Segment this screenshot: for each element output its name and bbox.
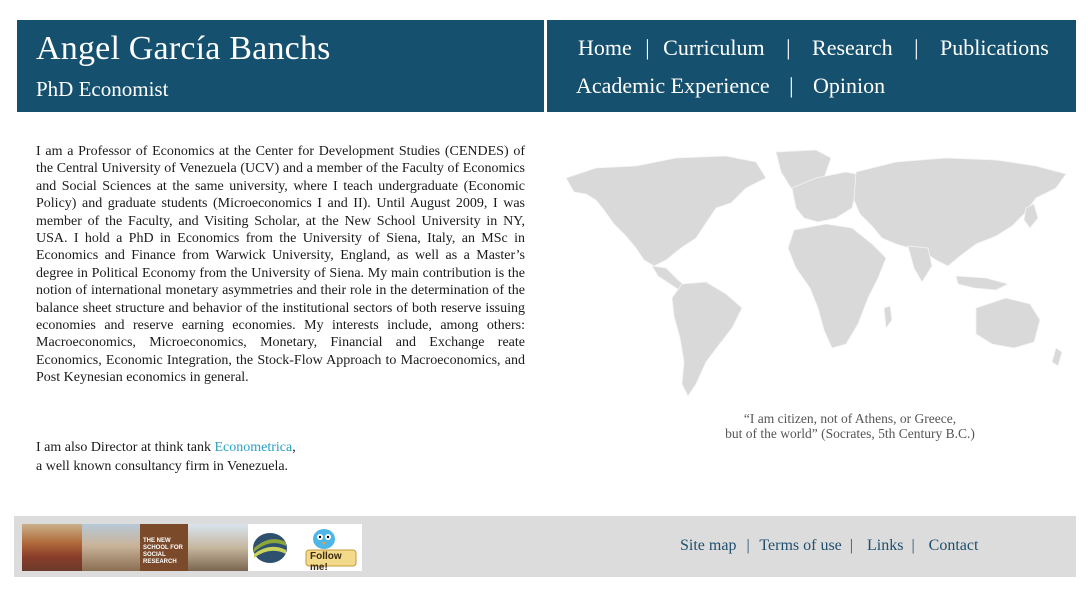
footer-sitemap-link[interactable]: Site map xyxy=(680,537,737,554)
footer-separator: | xyxy=(746,537,750,554)
socrates-quote xyxy=(700,411,1000,441)
map-japan xyxy=(1024,204,1038,228)
siena-photo-logo[interactable] xyxy=(82,524,140,571)
footer-separator: | xyxy=(911,537,915,554)
new-school-logo[interactable] xyxy=(140,524,188,571)
auditorium-photo-logo[interactable] xyxy=(22,524,82,571)
nav-row-primary xyxy=(578,35,1076,61)
site-title: Angel García Banchs xyxy=(36,30,331,67)
map-south-america xyxy=(672,282,742,396)
director-suffix-text: a well known consultancy firm in Venezuela. xyxy=(36,459,289,474)
main-navigation xyxy=(547,20,1076,112)
nav-academic-experience-link[interactable]: Academic Experience xyxy=(576,73,770,98)
map-new-zealand xyxy=(1052,348,1062,366)
footer-links-link[interactable]: Links xyxy=(866,537,904,554)
quote-line-2: but of the world” (Socrates, 5th Century B.C.) xyxy=(725,426,975,441)
econometrica-link[interactable]: Econometrica xyxy=(214,440,293,455)
nav-research-link[interactable]: Research xyxy=(812,35,893,60)
director-prefix-text: I am also Director at think tank xyxy=(36,440,215,455)
map-madagascar xyxy=(884,306,892,328)
bio-paragraph: I am a Professor of Economics at the Center for Development Studies (CENDES) of the Central University of Venezuela (UCV) and a member of the Faculty of Economics and Social Sciences at the same university, where I teach undergraduate (Economic Policy) and graduate students (Microeconomics I and II). Until August 2009, I was member of the Faculty, and Visiting Scholar, at the New School University in NY, USA. I hold a PhD in Economics from the University of Siena, Italy, an MSc in Economics and Finance from Warwick University, England, as well as a Master’s degree in Political Economy from the University of Siena. My main contribution is the notion of international monetary asymmetries and their role in the determination of the balance sheet structure and behavior of the institutional sectors of both reserve issuing economies and reserve earning economies. My interests include, among others: Macroeconomics, Microeconomics, Monetary, Financial and Exchange reate Economics, Economic Integration, the Stock-Flow Approach to Macroeconomics, and Post Keynesian economics in general. xyxy=(36,144,525,386)
footer-separator: | xyxy=(849,537,853,554)
header-title-block xyxy=(17,20,544,112)
quote-line-1: “I am citizen, not of Athens, or Greece, xyxy=(743,411,957,426)
nav-curriculum-link[interactable]: Curriculum xyxy=(663,35,765,60)
footer xyxy=(14,516,1076,577)
world-map-image xyxy=(556,148,1088,408)
map-indonesia xyxy=(956,276,1008,290)
follow-me-text: Follow me! xyxy=(310,551,342,571)
nav-publications-link[interactable]: Publications xyxy=(940,35,1049,60)
nav-separator: | xyxy=(914,35,919,60)
nav-opinion-link[interactable]: Opinion xyxy=(813,73,886,98)
nav-separator: | xyxy=(645,35,650,60)
footer-links xyxy=(680,537,978,555)
nav-home-link[interactable]: Home xyxy=(578,35,632,60)
director-comma: , xyxy=(292,440,296,455)
econometrica-logo[interactable] xyxy=(248,524,296,571)
director-note xyxy=(36,438,525,476)
map-india xyxy=(908,246,932,282)
nav-separator: | xyxy=(786,35,791,60)
site-subtitle: PhD Economist xyxy=(36,77,169,101)
econometrica-emblem-icon xyxy=(248,524,296,571)
footer-contact-link[interactable]: Contact xyxy=(928,537,979,554)
follow-me-twitter-logo[interactable] xyxy=(296,524,362,571)
map-africa xyxy=(788,224,886,348)
city-photo-logo[interactable] xyxy=(188,524,248,571)
nav-row-secondary xyxy=(576,73,1076,99)
footer-terms-link[interactable]: Terms of use xyxy=(759,537,842,554)
new-school-logo-text: THE NEW SCHOOL FOR SOCIAL RESEARCH xyxy=(143,538,183,565)
nav-separator: | xyxy=(789,73,794,98)
map-australia xyxy=(976,298,1040,348)
footer-logo-strip xyxy=(22,524,362,571)
map-north-america xyxy=(566,156,766,266)
